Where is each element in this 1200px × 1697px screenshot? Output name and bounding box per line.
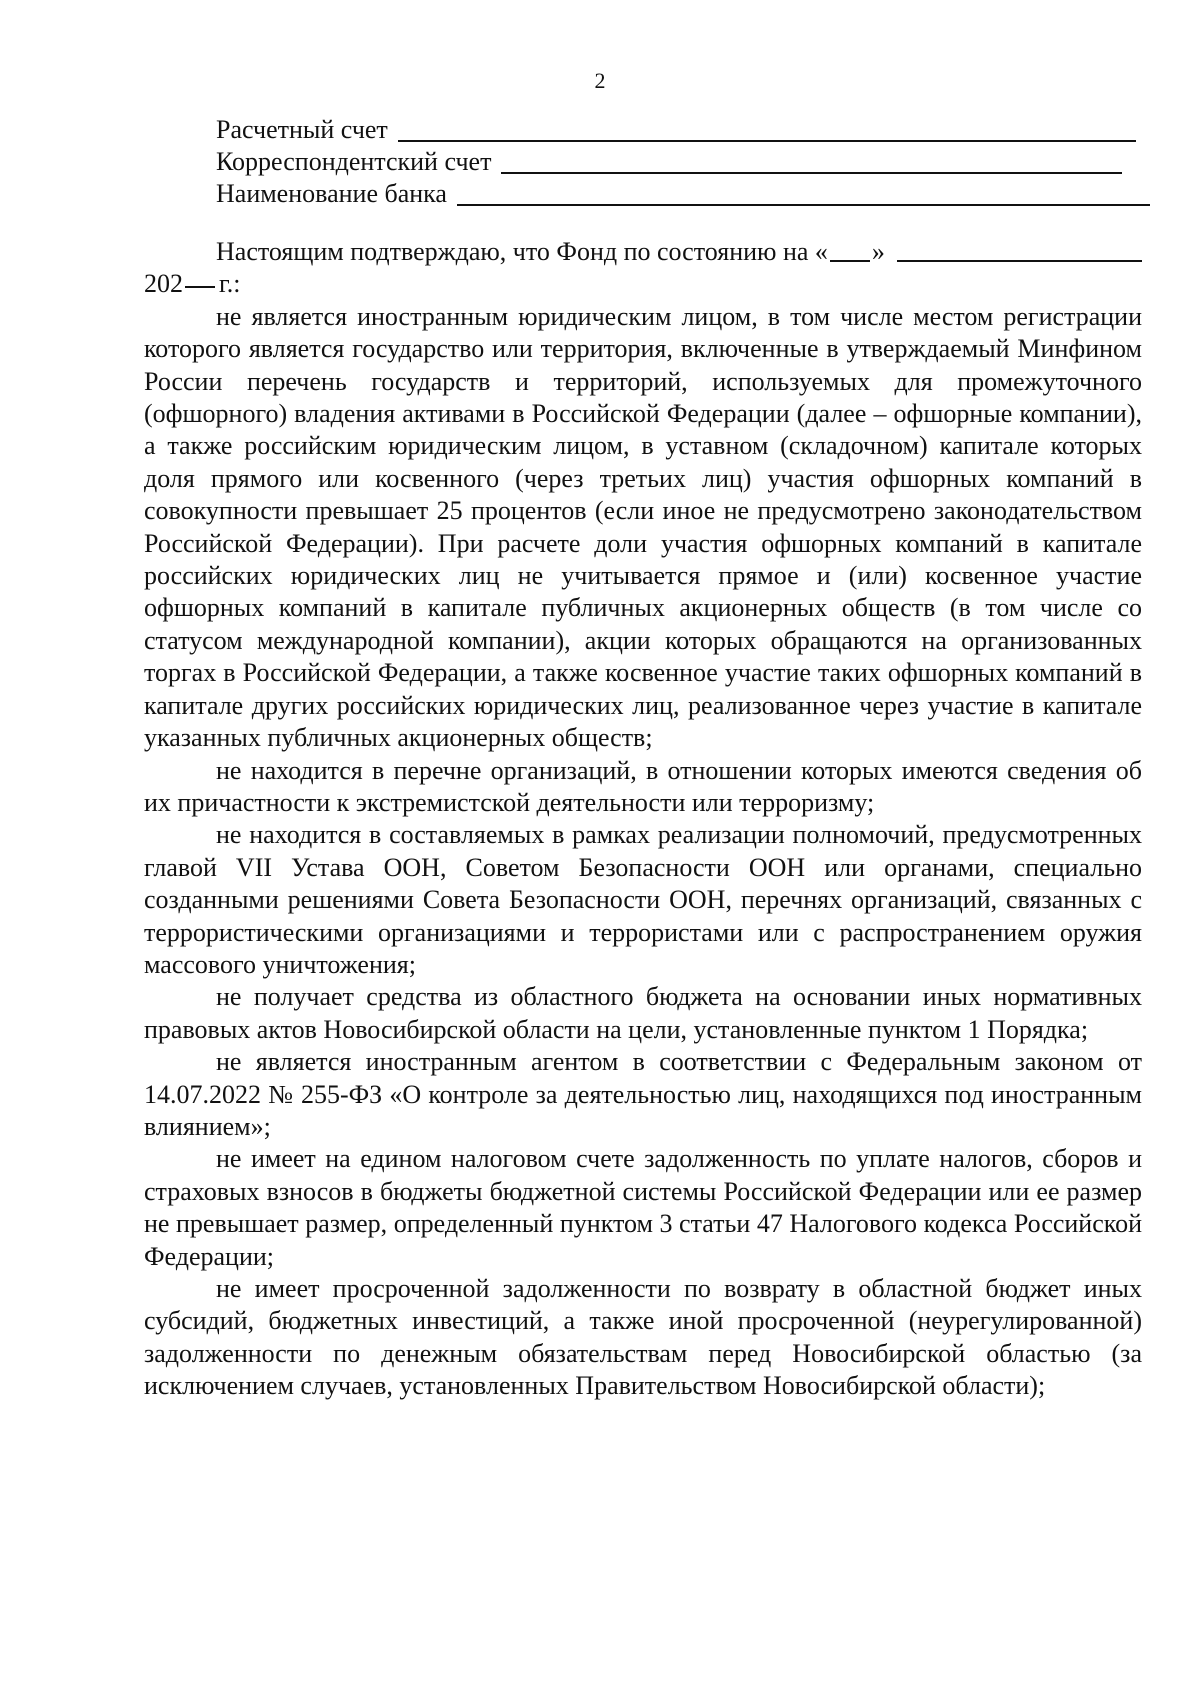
bank-details	[216, 114, 1136, 210]
month-blank	[897, 260, 1142, 262]
page-number: 2	[594, 68, 606, 93]
paragraph-extremism: не находится в перечне организаций, в отношении которых имеются сведения об их причастности к экстремистской деятельности или терроризму;	[144, 755, 1142, 817]
paragraph-foreign-agent: не является иностранным агентом в соответствии с Федеральным законом от 14.07.2022 № 255-ФЗ «О контроле за деятельностью лиц, находящихся под иностранным влиянием»;	[144, 1047, 1142, 1141]
quote-close: »	[871, 237, 885, 266]
bank-name-label: Наименование банка	[216, 179, 447, 208]
bank-name-field	[216, 178, 1136, 210]
year-prefix: 202	[144, 269, 183, 299]
bank-name-blank-line	[457, 203, 1150, 206]
correspondent-account-label: Корреспондентский счет	[216, 147, 492, 176]
paragraph-budget-funds: не получает средства из областного бюджета на основании иных нормативных правовых актов Новосибирской области на цели, установленные пунктом 1 Порядка;	[144, 982, 1142, 1044]
paragraph-offshore: не является иностранным юридическим лицом, в том числе местом регистрации которого является государство или территория, включенные в утверждаемый Минфином России перечень государств и территорий, используемых для промежуточного (офшорного) владения активами в Российской Федерации (далее – офшорные компании), а также российским юридическим лицом, в уставном (складочном) капитале которых доля прямого или косвенного (через третьих лиц) участия офшорных компаний в совокупности превышает 25 процентов (если иное не предусмотрено законодательством Российской Федерации). При расчете доли участия офшорных компаний в капитале российских юридических лиц не учитывается прямое и (или) косвенное участие офшорных компаний в капитале публичных акционерных обществ (в том числе со статусом международной компании), акции которых обращаются на организованных торгах в Российской Федерации, а также косвенное участие таких офшорных компаний в капитале других российских юридических лиц, реализованное через участие в капитале указанных публичных акционерных обществ;	[144, 301, 1142, 753]
account-field	[216, 114, 1136, 146]
paragraph-tax-debt: не имеет на едином налоговом счете задолженность по уплате налогов, сборов и страховых взносов в бюджеты бюджетной системы Российской Федерации или ее размер не превышает размер, определенный пунктом 3 статьи 47 Налогового кодекса Российской Федерации;	[144, 1144, 1142, 1271]
paragraph-overdue-debt: не имеет просроченной задолженности по возврату в областной бюджет иных субсидий, бюджетных инвестиций, а также иной просроченной (неурегулированной) задолженности по денежным обязательствам перед Новосибирской областью (за исключением случаев, установленных Правительством Новосибирской области);	[144, 1274, 1142, 1401]
year-line	[144, 268, 1142, 300]
account-label: Расчетный счет	[216, 115, 388, 144]
year-blank	[185, 286, 215, 288]
account-blank-line	[398, 139, 1136, 142]
day-blank	[830, 260, 870, 262]
confirmation-line	[144, 236, 1142, 268]
correspondent-account-field	[216, 146, 1136, 178]
year-suffix: г.:	[219, 269, 241, 299]
confirmation-text: Настоящим подтверждаю, что Фонд по состоянию на «	[216, 237, 828, 266]
document-body	[144, 236, 1142, 1403]
correspondent-account-blank-line	[501, 171, 1122, 174]
paragraph-un-sanctions: не находится в составляемых в рамках реализации полномочий, предусмотренных главой VII Устава ООН, Советом Безопасности ООН или органами, специально созданными решениями Совета Безопасности ООН, перечнях организаций, связанных с террористическими организациями и террористами или с распространением оружия массового уничтожения;	[144, 820, 1142, 979]
